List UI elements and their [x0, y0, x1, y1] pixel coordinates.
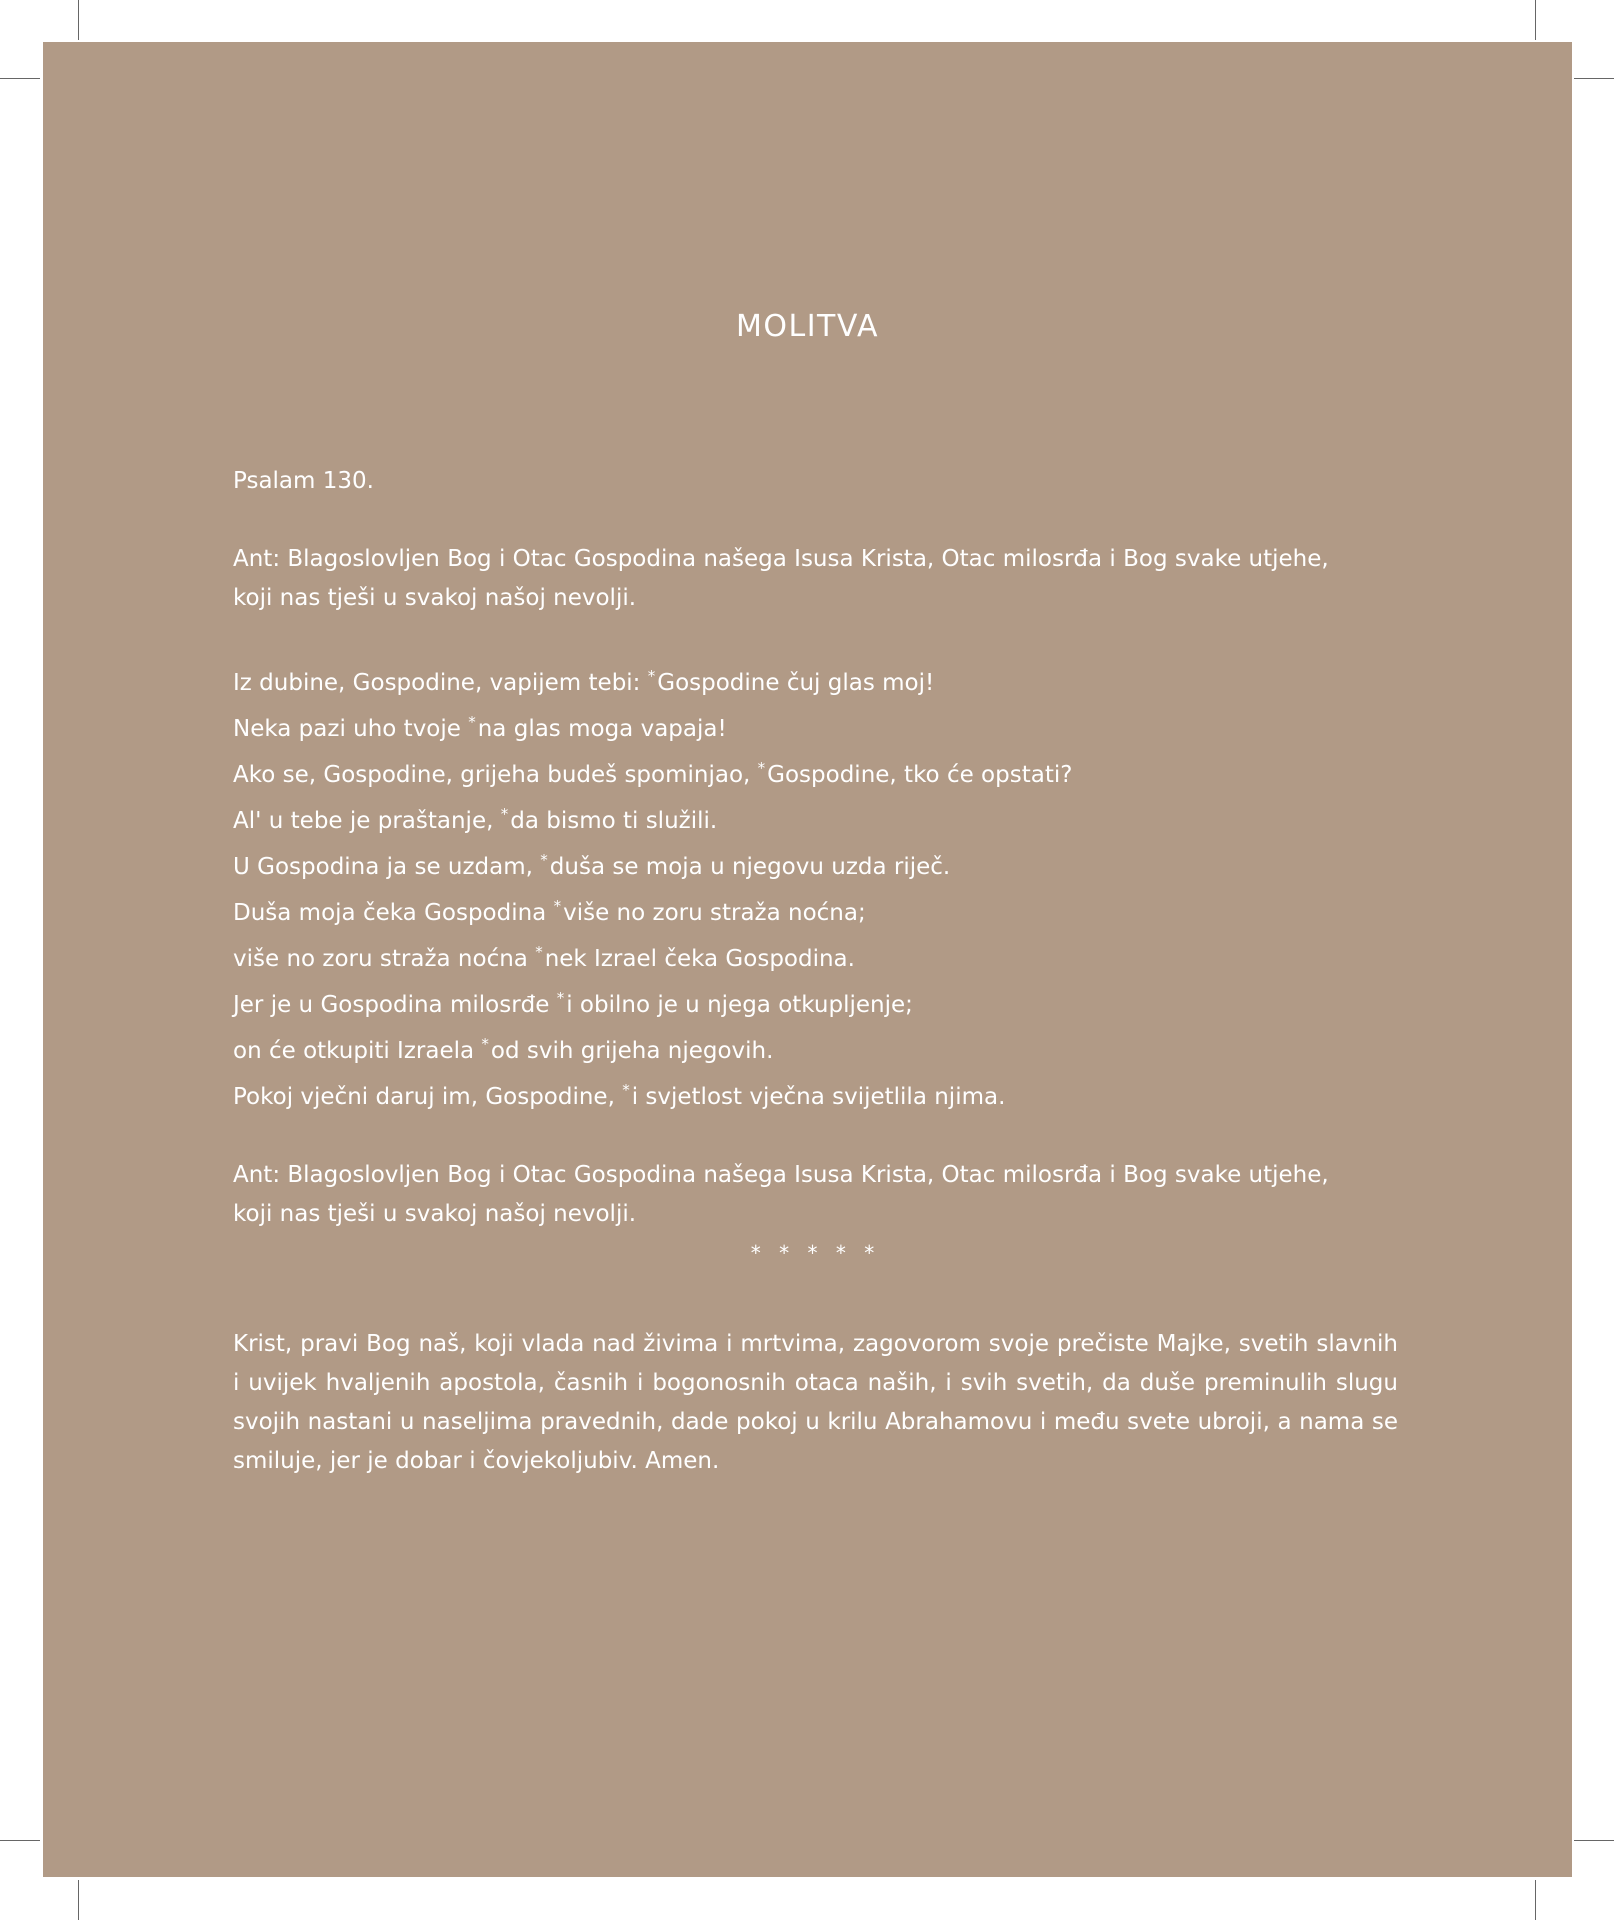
asterisk-mark: *: [647, 667, 656, 685]
asterisk-mark: *: [757, 759, 766, 777]
document-page: [43, 42, 1572, 1877]
crop-mark-bottom-right: [1535, 1880, 1536, 1920]
crop-mark-top-right: [1535, 0, 1536, 40]
crop-mark-left-bottom: [0, 1840, 40, 1841]
verse-second-half: da bismo ti služili.: [510, 808, 718, 834]
verse-first-half: Pokoj vječni daruj im, Gospodine,: [233, 1084, 623, 1110]
psalm-verses: [233, 657, 1398, 1117]
crop-mark-top-left: [78, 0, 79, 40]
verse-line: [233, 979, 1398, 1025]
asterisk-mark: *: [535, 943, 543, 961]
verse-second-half: od svih grijeha njegovih.: [490, 1038, 774, 1064]
asterisk-mark: *: [553, 897, 562, 915]
crop-mark-left-top: [0, 78, 40, 79]
verse-first-half: više no zoru straža noćna: [233, 946, 536, 972]
verse-first-half: Jer je u Gospodina milosrđe: [233, 992, 557, 1018]
crop-mark-bottom-left: [78, 1880, 79, 1920]
verse-line: [233, 933, 1398, 979]
antiphon-closing: Ant: Blagoslovljen Bog i Otac Gospodina našega Isusa Krista, Otac milosrđa i Bog svake utjehe, koji nas tješi u svakoj našoj nevolji.: [233, 1162, 1329, 1227]
asterisk-mark: *: [481, 1035, 489, 1053]
verse-second-half: nek Izrael čeka Gospodina.: [544, 946, 855, 972]
asterisk-mark: *: [622, 1081, 630, 1099]
verse-first-half: Ako se, Gospodine, grijeha budeš spominjao,: [233, 762, 758, 788]
verse-line: [233, 1025, 1398, 1071]
verse-line: [233, 795, 1398, 841]
asterisk-mark: *: [468, 713, 476, 731]
verse-second-half: više no zoru straža noćna;: [563, 900, 866, 926]
psalm-heading: Psalam 130.: [233, 468, 374, 494]
verse-first-half: on će otkupiti Izraela: [233, 1038, 482, 1064]
verse-line: [233, 887, 1398, 933]
verse-second-half: na glas moga vapaja!: [477, 716, 727, 742]
verse-first-half: Neka pazi uho tvoje: [233, 716, 469, 742]
page-title: MOLITVA: [735, 309, 879, 344]
verse-line: [233, 841, 1398, 887]
verse-line: [233, 749, 1398, 795]
spacer: [233, 1117, 1398, 1156]
crop-mark-right-top: [1574, 78, 1614, 79]
crop-mark-right-bottom: [1574, 1840, 1614, 1841]
spacer: [233, 501, 1398, 540]
verse-first-half: U Gospodina ja se uzdam,: [233, 854, 541, 880]
section-separator: * * * * *: [750, 1241, 881, 1265]
asterisk-mark: *: [500, 805, 509, 823]
verse-second-half: i obilno je u njega otkupljenje;: [566, 992, 913, 1018]
verse-first-half: Al' u tebe je praštanje,: [233, 808, 501, 834]
verse-second-half: i svjetlost vječna svijetlila njima.: [631, 1084, 1006, 1110]
spacer: [233, 618, 1398, 657]
content-body: [233, 462, 1398, 1481]
closing-prayer: Krist, pravi Bog naš, koji vlada nad živima i mrtvima, zagovorom svoje prečiste Majke, svetih slavnih i uvijek hvaljenih apostola, časnih i bogonosnih otaca naših, i svih svetih, da duše preminulih slugu svojih nastani u naseljima pravednih, dade pokoj u krilu Abrahamovu i među svete ubroji, a nama se smiluje, jer je dobar i čovjekoljubiv. Amen.: [233, 1331, 1398, 1474]
verse-line: [233, 1071, 1398, 1117]
verse-second-half: Gospodine čuj glas moj!: [657, 670, 935, 696]
verse-first-half: Duša moja čeka Gospodina: [233, 900, 554, 926]
asterisk-mark: *: [540, 851, 548, 869]
asterisk-mark: *: [556, 989, 565, 1007]
antiphon-opening: Ant: Blagoslovljen Bog i Otac Gospodina našega Isusa Krista, Otac milosrđa i Bog svake utjehe, koji nas tješi u svakoj našoj nevolji.: [233, 546, 1329, 611]
verse-first-half: Iz dubine, Gospodine, vapijem tebi:: [233, 670, 648, 696]
verse-line: [233, 703, 1398, 749]
verse-second-half: Gospodine, tko će opstati?: [767, 762, 1073, 788]
verse-second-half: duša se moja u njegovu uzda riječ.: [549, 854, 951, 880]
verse-line: [233, 657, 1398, 703]
